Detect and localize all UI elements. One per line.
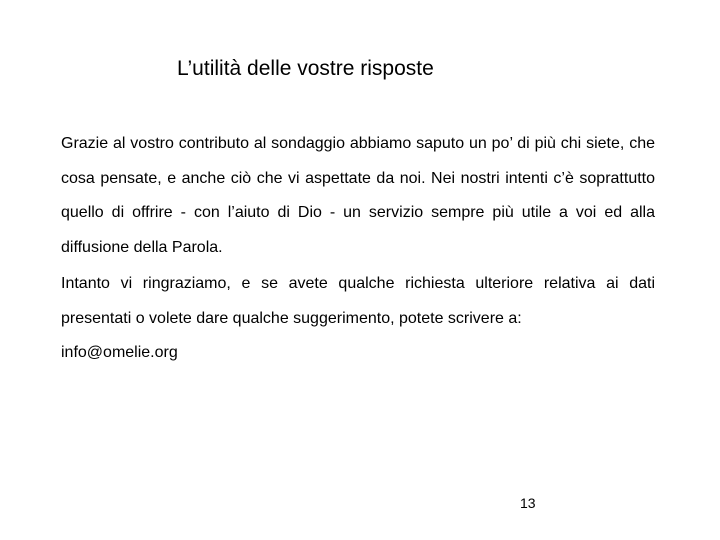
- slide-body: [61, 127, 655, 371]
- page-number: 13: [520, 495, 536, 511]
- paragraph-thanks: Grazie al vostro contributo al sondaggio abbiamo saputo un po’ di più chi siete, che cosa pensate, e anche ciò che vi aspettate da noi. Nei nostri intenti c’è soprattutto quello di offrire - con l’aiuto di Dio - un servizio sempre più utile a voi ed alla diffusione della Parola.: [61, 135, 655, 256]
- paragraph-contact: Intanto vi ringraziamo, e se avete qualche richiesta ulteriore relativa ai dati presentati o volete dare qualche suggerimento, potete scrivere a:: [61, 275, 655, 327]
- slide-title: L’utilità delle vostre risposte: [177, 57, 434, 80]
- contact-email: info@omelie.org: [61, 344, 178, 361]
